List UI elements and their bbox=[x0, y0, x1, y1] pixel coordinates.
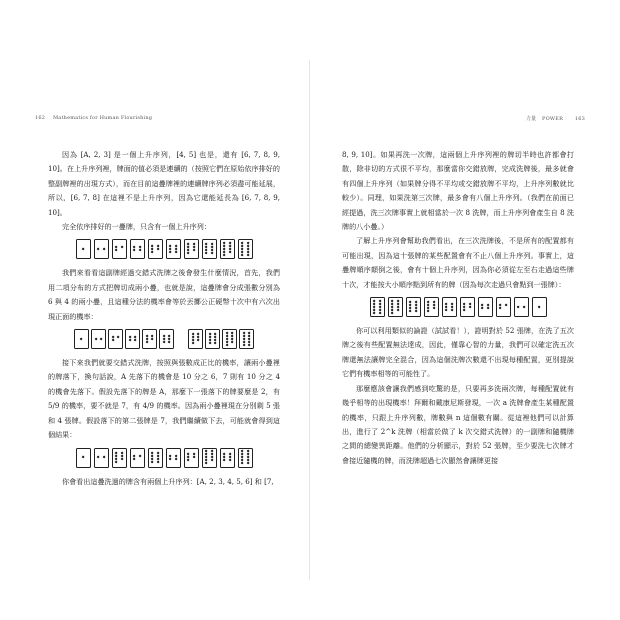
diamond-pip-icon bbox=[241, 253, 244, 256]
playing-card-1 bbox=[74, 329, 89, 349]
playing-card-3 bbox=[108, 329, 123, 349]
diamond-pip-icon bbox=[517, 305, 520, 308]
diamond-pip-icon bbox=[450, 308, 453, 311]
playing-card-2 bbox=[94, 239, 109, 259]
diamond-pip-icon bbox=[214, 342, 217, 345]
playing-card-10 bbox=[238, 239, 253, 259]
diamond-pip-icon bbox=[537, 305, 540, 308]
right-paragraph-3: 你可以利用類似的論證（試試看！），證明對於 52 張牌，在洗了五次牌之後有些配置無法達成，因此，僅靠心智的力量，我們可以確定洗五次牌還無法讓牌完全混合，因為這個洗牌次數還不出現每種配置，更別提說它們有機率相等的可能性了。 bbox=[342, 326, 574, 379]
diamond-pip-icon bbox=[504, 304, 507, 307]
left-paragraph-2: 完全依序排好的一疊牌，只含有一個上升序列： bbox=[62, 222, 211, 232]
diamond-pip-icon bbox=[463, 308, 466, 311]
diamond-pip-icon bbox=[468, 305, 471, 308]
diamond-pip-icon bbox=[205, 462, 208, 465]
playing-card-3 bbox=[112, 239, 127, 259]
diamond-pip-icon bbox=[133, 457, 136, 460]
diamond-pip-icon bbox=[151, 460, 154, 463]
diamond-pip-icon bbox=[97, 456, 100, 459]
diamond-pip-icon bbox=[187, 252, 190, 255]
playing-card-8 bbox=[406, 297, 421, 317]
diamond-pip-icon bbox=[174, 457, 177, 460]
right-paragraph-2-text: 了解上升序列會幫助我們看出，在三次洗牌後，不是所有的配置都有可能出現，因為這十張牌的某些配置會有不止八個上升序列。事實上，這疊牌順序顛倒之後，會有十個上升序列，因為你必須從左至右走過這些牌十次，才能按大小順序點到所有的牌（因為每次走過只會點到一張牌）： bbox=[342, 236, 574, 289]
playing-card-8 bbox=[205, 329, 220, 349]
diamond-pip-icon bbox=[192, 249, 195, 252]
diamond-pip-icon bbox=[151, 250, 154, 253]
diamond-pip-icon bbox=[97, 247, 100, 250]
playing-card-9 bbox=[222, 329, 237, 349]
diamond-pip-icon bbox=[100, 337, 103, 340]
playing-card-5 bbox=[148, 239, 163, 259]
card-row-reversed-deck bbox=[342, 294, 574, 320]
diamond-pip-icon bbox=[117, 336, 120, 339]
diamond-pip-icon bbox=[391, 311, 394, 314]
playing-card-4 bbox=[130, 239, 145, 259]
playing-card-6 bbox=[442, 297, 457, 317]
diamond-pip-icon bbox=[81, 247, 84, 250]
playing-card-10 bbox=[239, 329, 254, 349]
playing-card-1 bbox=[532, 297, 547, 317]
playing-card-7 bbox=[112, 448, 127, 468]
playing-card-2 bbox=[91, 329, 106, 349]
playing-card-7 bbox=[184, 239, 199, 259]
playing-card-6 bbox=[220, 448, 235, 468]
diamond-pip-icon bbox=[223, 253, 226, 256]
playing-card-3 bbox=[130, 448, 145, 468]
diamond-pip-icon bbox=[242, 343, 245, 346]
right-running-head-zh: 力量 bbox=[525, 116, 537, 122]
diamond-pip-icon bbox=[187, 459, 190, 462]
playing-card-4 bbox=[478, 297, 493, 317]
playing-card-1 bbox=[76, 239, 91, 259]
card-pile-six bbox=[74, 326, 174, 352]
diamond-pip-icon bbox=[151, 337, 154, 340]
diamond-pip-icon bbox=[138, 249, 141, 252]
right-page-number: 163 bbox=[574, 116, 585, 122]
playing-card-7 bbox=[188, 329, 203, 349]
playing-card-9 bbox=[202, 448, 217, 468]
left-running-head: Mathematics for Human Flourishing bbox=[52, 115, 153, 121]
diamond-pip-icon bbox=[115, 249, 118, 252]
diamond-pip-icon bbox=[197, 339, 200, 342]
diamond-pip-icon bbox=[169, 250, 172, 253]
diamond-pip-icon bbox=[396, 308, 399, 311]
diamond-pip-icon bbox=[174, 250, 177, 253]
diamond-pip-icon bbox=[156, 460, 159, 463]
right-page bbox=[310, 0, 620, 620]
diamond-pip-icon bbox=[522, 305, 525, 308]
diamond-pip-icon bbox=[128, 339, 131, 342]
right-body-text bbox=[342, 148, 574, 468]
playing-card-8 bbox=[148, 448, 163, 468]
diamond-pip-icon bbox=[134, 339, 137, 342]
diamond-pip-icon bbox=[145, 340, 148, 343]
diamond-pip-icon bbox=[191, 342, 194, 345]
left-paragraph-5: 你會看出這疊洗過的牌含有兩個上升序列：[A, 2, 3, 4, 5, 6] 和 [7, bbox=[62, 476, 274, 486]
playing-card-7 bbox=[424, 297, 439, 317]
diamond-pip-icon bbox=[168, 340, 171, 343]
diamond-pip-icon bbox=[223, 459, 226, 462]
playing-card-5 bbox=[184, 448, 199, 468]
diamond-pip-icon bbox=[486, 307, 489, 310]
right-paragraph-1: 8, 9, 10]。如果再洗一次牌，這兩個上升序列裡的牌切半時也許都會打散，除非切的方式很不平均，那麼當你交錯放牌，完成洗牌後，最多就會有四個上升序列（如果牌分得不平均或交錯放牌不平均，上升序列數就比較少）。同理，如果洗第三次牌，最多會有八個上升序列。（我們在前面已經提過，洗三次牌事實上就相當於一次 8 洗牌，而上升序列會產生自 8 洗牌的八小疊。） bbox=[342, 150, 574, 232]
left-paragraph-4: 接下來我們就要交錯式洗牌，按照與張數成正比的機率，讓兩小疊裡的牌落下，換句話說，A 先落下的機會是 10 分之 6，7 則有 10 分之 4 的機會先落下。假設先落下的牌是 A，那麼下一張落下的牌要麼是 2，有 5/9 的機率，要不就是 7，有 4/9 的機率。因為兩小疊裡現在分別剩 5 張和 4 張牌。假設落下的第二張牌是 7，我們繼續做下去，可能就會得到這個結果： bbox=[48, 358, 280, 440]
playing-card-3 bbox=[496, 297, 511, 317]
diamond-pip-icon bbox=[156, 247, 159, 250]
diamond-pip-icon bbox=[102, 456, 105, 459]
left-running-header bbox=[35, 115, 152, 121]
diamond-pip-icon bbox=[120, 457, 123, 460]
diamond-pip-icon bbox=[432, 307, 435, 310]
diamond-pip-icon bbox=[120, 246, 123, 249]
right-running-header bbox=[526, 115, 585, 122]
card-pile-four bbox=[188, 326, 254, 352]
playing-card-6 bbox=[159, 329, 174, 349]
diamond-pip-icon bbox=[133, 249, 136, 252]
playing-card-5 bbox=[460, 297, 475, 317]
left-page-number: 162 bbox=[35, 115, 46, 121]
diamond-pip-icon bbox=[81, 456, 84, 459]
playing-card-9 bbox=[220, 239, 235, 259]
playing-card-10 bbox=[370, 297, 385, 317]
playing-card-8 bbox=[202, 239, 217, 259]
diamond-pip-icon bbox=[115, 460, 118, 463]
diamond-pip-icon bbox=[373, 311, 376, 314]
left-paragraph-1: 因為 [A, 2, 3] 是一個上升序列，[4, 5] 也是，還有 [6, 7, 8, 9, 10]。在上升序列裡，牌面的值必須是連續的（按照它們在原始依序排好的整副牌裡的出現方式），而在目前這疊牌裡的連續牌序列必須盡可能延展，所以，[6, 7, 8] 在這裡不是上升序列，因為它還能延長為 [6, 7, 8, 9, 10]。 bbox=[48, 150, 280, 217]
diamond-pip-icon bbox=[102, 247, 105, 250]
diamond-pip-icon bbox=[210, 459, 213, 462]
playing-card-2 bbox=[514, 297, 529, 317]
playing-card-5 bbox=[142, 329, 157, 349]
diamond-pip-icon bbox=[228, 250, 231, 253]
diamond-pip-icon bbox=[208, 342, 211, 345]
left-paragraph-3: 我們來看看這副牌經過交錯式洗牌之後會發生什麼情況，首先，我們用二項分布的方式把牌切成兩小疊，也就是說，這疊牌會分成張數分別為 6 與 4 的兩小疊，且這種分法的機率會等於丟擲公正硬幣十次中有六次出現正面的機率： bbox=[48, 268, 280, 321]
playing-card-4 bbox=[166, 448, 181, 468]
diamond-pip-icon bbox=[481, 307, 484, 310]
playing-card-4 bbox=[125, 329, 140, 349]
left-body-text bbox=[48, 148, 280, 489]
diamond-pip-icon bbox=[241, 462, 244, 465]
diamond-pip-icon bbox=[169, 457, 172, 460]
diamond-pip-icon bbox=[225, 343, 228, 346]
diamond-pip-icon bbox=[409, 310, 412, 313]
diamond-pip-icon bbox=[499, 307, 502, 310]
diamond-pip-icon bbox=[427, 310, 430, 313]
diamond-pip-icon bbox=[162, 340, 165, 343]
playing-card-6 bbox=[166, 239, 181, 259]
diamond-pip-icon bbox=[210, 252, 213, 255]
diamond-pip-icon bbox=[414, 310, 417, 313]
playing-card-10 bbox=[238, 448, 253, 468]
diamond-pip-icon bbox=[248, 343, 251, 346]
playing-card-2 bbox=[94, 448, 109, 468]
diamond-pip-icon bbox=[94, 337, 97, 340]
diamond-pip-icon bbox=[192, 456, 195, 459]
diamond-pip-icon bbox=[378, 311, 381, 314]
diamond-pip-icon bbox=[205, 252, 208, 255]
card-row-split-piles bbox=[48, 326, 280, 352]
diamond-pip-icon bbox=[246, 462, 249, 465]
playing-card-9 bbox=[388, 297, 403, 317]
diamond-pip-icon bbox=[231, 340, 234, 343]
diamond-pip-icon bbox=[228, 459, 231, 462]
diamond-pip-icon bbox=[246, 253, 249, 256]
card-row-ordered-deck bbox=[48, 236, 280, 262]
diamond-pip-icon bbox=[111, 339, 114, 342]
right-paragraph-4: 那麼應該會讓我們感到吃驚的是，只要再多洗兩次牌，每種配置就有幾乎相等的出現機率！拜爾和戴康尼斯發現，一次 a 洗牌會產生某種配置的機率，只跟上升序列數，牌數與 n 這個數有關。從這裡他們可以計算出，進行了 2^k 洗牌（相當於做了 k 次交錯式洗牌）的一副牌和隨機牌之間的總變異距離。他們的分析顯示，對於 52 張牌，至少要洗七次牌才會接近隨機的牌，而洗牌超過七次顯然會讓牌更接 bbox=[342, 383, 574, 465]
diamond-pip-icon bbox=[445, 308, 448, 311]
right-paragraph-2 bbox=[342, 234, 574, 292]
playing-card-1 bbox=[76, 448, 91, 468]
card-row-shuffled-deck bbox=[48, 445, 280, 471]
diamond-pip-icon bbox=[138, 454, 141, 457]
diamond-pip-icon bbox=[80, 337, 83, 340]
right-running-head-en: POWER bbox=[542, 116, 564, 122]
